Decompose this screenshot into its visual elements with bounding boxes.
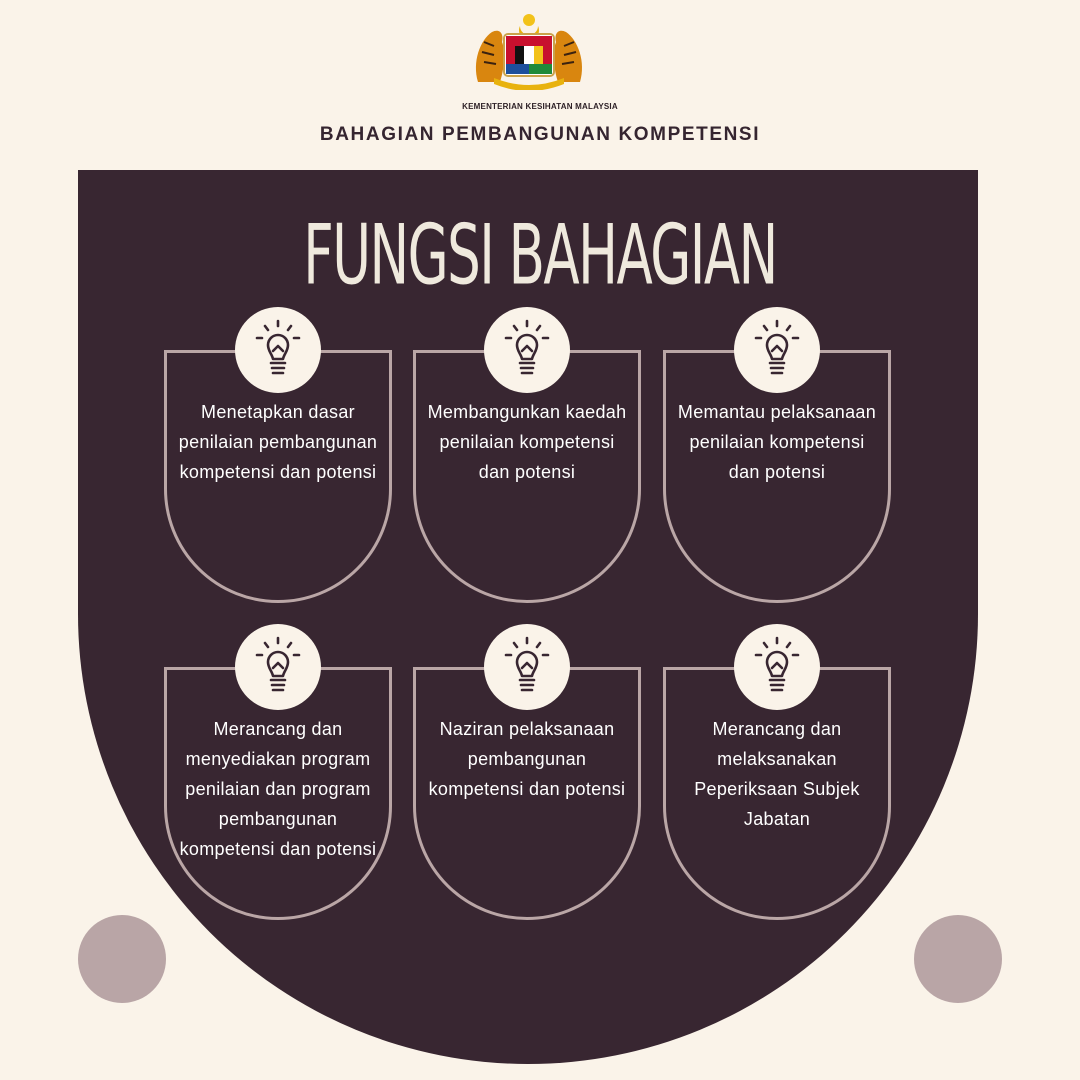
lightbulb-icon bbox=[484, 307, 570, 393]
decorative-dot-right bbox=[914, 915, 1002, 1003]
decorative-dot-left bbox=[78, 915, 166, 1003]
lightbulb-icon bbox=[734, 624, 820, 710]
ministry-name: KEMENTERIAN KESIHATAN MALAYSIA bbox=[462, 102, 618, 111]
ministry-crest-logo bbox=[470, 12, 588, 90]
lightbulb-icon bbox=[235, 624, 321, 710]
function-text: Merancang dan melaksanakan Peperiksaan Subjek Jabatan bbox=[694, 719, 860, 829]
function-text: Membangunkan kaedah penilaian kompetensi dan potensi bbox=[427, 402, 627, 482]
lightbulb-icon bbox=[235, 307, 321, 393]
function-text: Memantau pelaksanaan penilaian kompetensi dan potensi bbox=[677, 402, 877, 482]
function-text: Menetapkan dasar penilaian pembangunan kompetensi dan potensi bbox=[178, 402, 378, 482]
function-text: Naziran pelaksanaan pembangunan kompetensi dan potensi bbox=[428, 719, 626, 799]
lightbulb-icon bbox=[734, 307, 820, 393]
page-title: FUNGSI BAHAGIAN bbox=[303, 207, 777, 305]
division-name: BAHAGIAN PEMBANGUNAN KOMPETENSI bbox=[319, 124, 761, 145]
function-text: Merancang dan menyediakan program penilaian dan program pembangunan kompetensi dan potensi bbox=[179, 719, 377, 859]
lightbulb-icon bbox=[484, 624, 570, 710]
